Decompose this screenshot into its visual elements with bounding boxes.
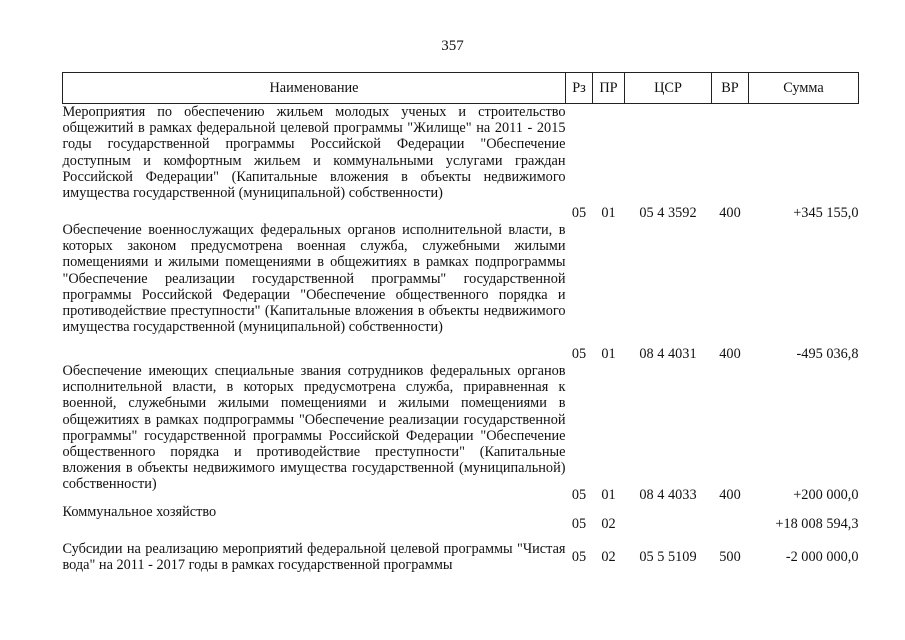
header-sum: Сумма	[749, 73, 859, 104]
budget-table	[62, 72, 859, 573]
row-csr: 08 4 4033	[639, 487, 697, 503]
header-rz: Рз	[566, 73, 593, 104]
row-sum: -495 036,8	[796, 346, 859, 362]
table-row	[63, 504, 859, 533]
header-csr: ЦСР	[625, 73, 712, 104]
row-pr: 01	[601, 346, 616, 362]
row-pr: 02	[601, 549, 616, 565]
header-name: Наименование	[63, 73, 566, 104]
row-vr: 400	[719, 346, 741, 362]
table-row	[63, 533, 859, 573]
header-pr: ПР	[593, 73, 625, 104]
row-rz: 05	[571, 346, 587, 362]
row-sum: +345 155,0	[793, 205, 859, 221]
table-row	[63, 222, 859, 363]
header-vr: ВР	[712, 73, 749, 104]
row-pr: 01	[601, 205, 616, 221]
row-sum: +18 008 594,3	[775, 516, 859, 532]
row-name: Обеспечение военнослужащих федеральных органов исполнительной власти, в которых законом предусмотрена военная служба, служебными жилыми помещениями и жилыми помещениями в общежитиях в рамках подпрограммы "Обеспечение реализации государственной программы" государственной программы Российской Федерации "Обеспечение общественного порядка и противодействие преступности" (Капитальные вложения в объекты недвижимого имущества государственной (муниципальной) собственности)	[62, 222, 566, 336]
row-csr: 05 5 5109	[639, 549, 697, 565]
row-rz: 05	[571, 487, 587, 503]
table-row	[63, 363, 859, 504]
table-header	[63, 73, 859, 104]
row-pr: 01	[601, 487, 616, 503]
table-row	[63, 104, 859, 223]
row-csr: 08 4 4031	[639, 346, 697, 362]
row-csr: 05 4 3592	[639, 205, 697, 221]
row-vr: 400	[719, 205, 741, 221]
row-rz: 05	[571, 516, 587, 532]
row-vr: 500	[719, 549, 741, 565]
row-name: Коммунальное хозяйство	[62, 504, 217, 520]
row-vr	[712, 504, 749, 533]
row-sum: +200 000,0	[793, 487, 859, 503]
row-pr: 02	[601, 516, 616, 532]
row-rz: 05	[571, 549, 587, 565]
row-rz: 05	[571, 205, 587, 221]
row-vr: 400	[719, 487, 741, 503]
row-name: Обеспечение имеющих специальные звания сотрудников федеральных органов исполнительной власти, в которых предусмотрена служба, приравненная к военной, служебными жилыми помещениями и жилыми помещениями в общежитиях в рамках подпрограммы "Обеспечение реализации государственной программы" государственной программы Российской Федерации "Обеспечение общественного порядка и противодействие преступности" (Капитальные вложения в объекты недвижимого имущества государственной (муниципальной) собственности)	[62, 363, 566, 493]
row-name: Мероприятия по обеспечению жильем молодых ученых и строительство общежитий в рамках федеральной целевой программы "Жилище" на 2011 - 2015 годы государственной программы Российской Федерации "Обеспечение доступным и комфортным жильем и коммунальными услугами граждан Российской Федерации" (Капитальные вложения в объекты недвижимого имущества государственной (муниципальной) собственности)	[62, 104, 566, 202]
row-csr	[625, 504, 712, 533]
row-sum: -2 000 000,0	[785, 549, 859, 565]
page-number: 357	[441, 38, 464, 54]
row-name: Субсидии на реализацию мероприятий федеральной целевой программы "Чистая вода" на 2011 - 2017 годы в рамках государственной программы	[62, 541, 566, 574]
